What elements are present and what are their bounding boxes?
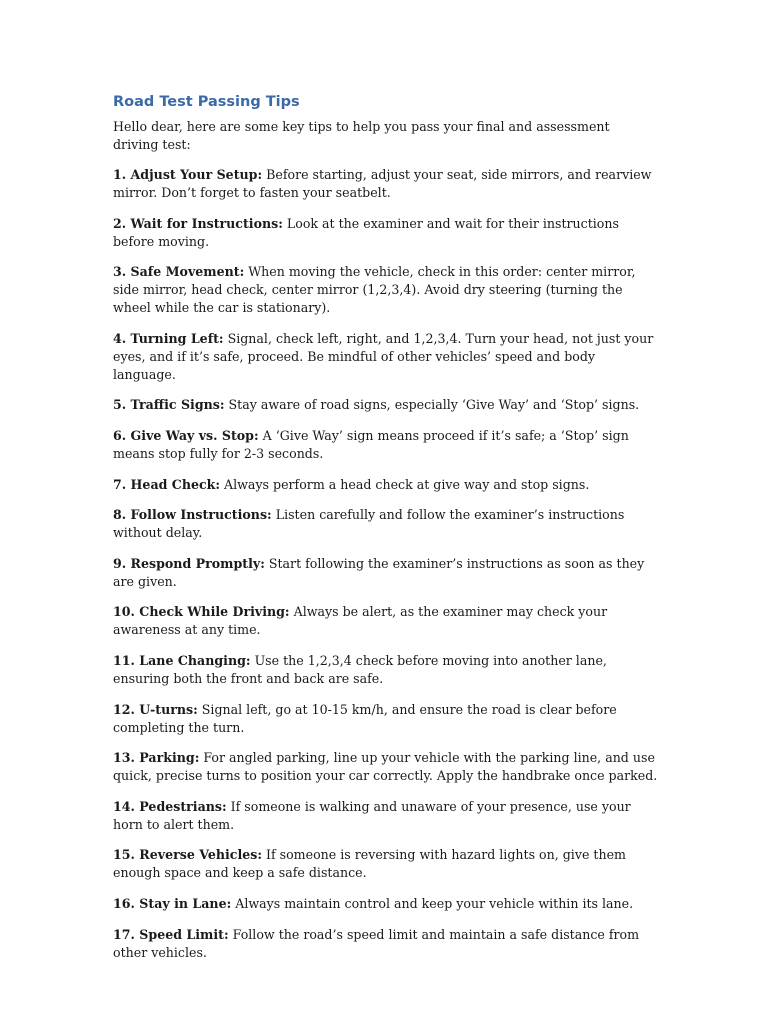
tip-item xyxy=(113,652,658,688)
tip-text: Signal, check left, right, and 1,2,3,4. Turn your head, not just your eyes, and if it’s safe, proceed. Be mindful of other vehicles’ speed and body language. xyxy=(113,330,654,382)
tip-text: Always maintain control and keep your vehicle within its lane. xyxy=(231,895,634,911)
tip-text: Use the 1,2,3,4 check before moving into another lane, ensuring both the front and back are safe. xyxy=(113,652,607,686)
tip-item xyxy=(113,263,658,317)
tip-text: Stay aware of road signs, especially ‘Give Way’ and ‘Stop’ signs. xyxy=(224,397,640,413)
tip-item xyxy=(113,603,658,639)
tip-title: 7. Head Check: xyxy=(113,476,221,492)
tip-text: Look at the examiner and wait for their instructions before moving. xyxy=(113,215,619,249)
tip-text: A ‘Give Way’ sign means proceed if it’s safe; a ‘Stop’ sign means stop fully for 2-3 seconds. xyxy=(113,427,629,461)
tip-item xyxy=(113,396,658,414)
tip-item xyxy=(113,895,658,913)
tip-item xyxy=(113,427,658,463)
tip-text: Listen carefully and follow the examiner’s instructions without delay. xyxy=(113,507,625,541)
tip-title: 15. Reverse Vehicles: xyxy=(113,847,262,863)
tip-text: Before starting, adjust your seat, side mirrors, and rearview mirror. Don’t forget to fasten your seatbelt. xyxy=(113,167,652,200)
tip-title: 12. U-turns: xyxy=(113,701,198,717)
tip-item xyxy=(113,798,658,834)
tip-title: 11. Lane Changing: xyxy=(113,652,251,668)
tip-text: Signal left, go at 10-15 km/h, and ensure the road is clear before completing the turn. xyxy=(113,701,617,735)
intro-paragraph: Hello dear, here are some key tips to help you pass your final and assessment driving test: xyxy=(113,119,610,152)
tip-title: 14. Pedestrians: xyxy=(113,798,227,814)
tip-title: 8. Follow Instructions: xyxy=(113,507,272,523)
document-page xyxy=(113,92,658,974)
tip-item xyxy=(113,926,658,962)
tip-item xyxy=(113,701,658,737)
tip-item xyxy=(113,749,658,785)
tip-title: 4. Turning Left: xyxy=(113,330,224,346)
tip-text: Always be alert, as the examiner may check your awareness at any time. xyxy=(113,604,608,638)
tip-item xyxy=(113,476,658,494)
document-title: Road Test Passing Tips xyxy=(113,94,300,110)
tip-text: If someone is reversing with hazard lights on, give them enough space and keep a safe distance. xyxy=(113,847,626,881)
tip-item xyxy=(113,330,658,384)
tip-text: Follow the road’s speed limit and maintain a safe distance from other vehicles. xyxy=(113,926,640,960)
tip-text: When moving the vehicle, check in this order: center mirror, side mirror, head check, center mirror (1,2,3,4). Avoid dry steering (turning the wheel while the car is stationary). xyxy=(113,264,636,316)
tip-title: 16. Stay in Lane: xyxy=(113,895,232,911)
tip-title: 5. Traffic Signs: xyxy=(113,397,225,413)
tip-text: For angled parking, line up your vehicle with the parking line, and use quick, precise turns to position your car correctly. Apply the handbrake once parked. xyxy=(113,750,658,784)
tip-text: If someone is walking and unaware of your presence, use your horn to alert them. xyxy=(113,798,631,832)
tip-title: 3. Safe Movement: xyxy=(113,264,245,280)
tip-item xyxy=(113,215,658,251)
tip-title: 1. Adjust Your Setup: xyxy=(113,167,263,182)
tip-text: Start following the examiner’s instructions as soon as they are given. xyxy=(113,555,645,589)
tip-title: 10. Check While Driving: xyxy=(113,604,290,620)
tip-title: 9. Respond Promptly: xyxy=(113,555,265,571)
tip-item xyxy=(113,166,658,202)
tip-item xyxy=(113,846,658,882)
tip-item xyxy=(113,506,658,542)
tip-text: Always perform a head check at give way and stop signs. xyxy=(220,476,590,492)
tip-title: 13. Parking: xyxy=(113,750,200,766)
tip-title: 17. Speed Limit: xyxy=(113,926,229,942)
tip-item xyxy=(113,555,658,591)
tip-title: 6. Give Way vs. Stop: xyxy=(113,427,259,443)
tip-title: 2. Wait for Instructions: xyxy=(113,215,283,231)
